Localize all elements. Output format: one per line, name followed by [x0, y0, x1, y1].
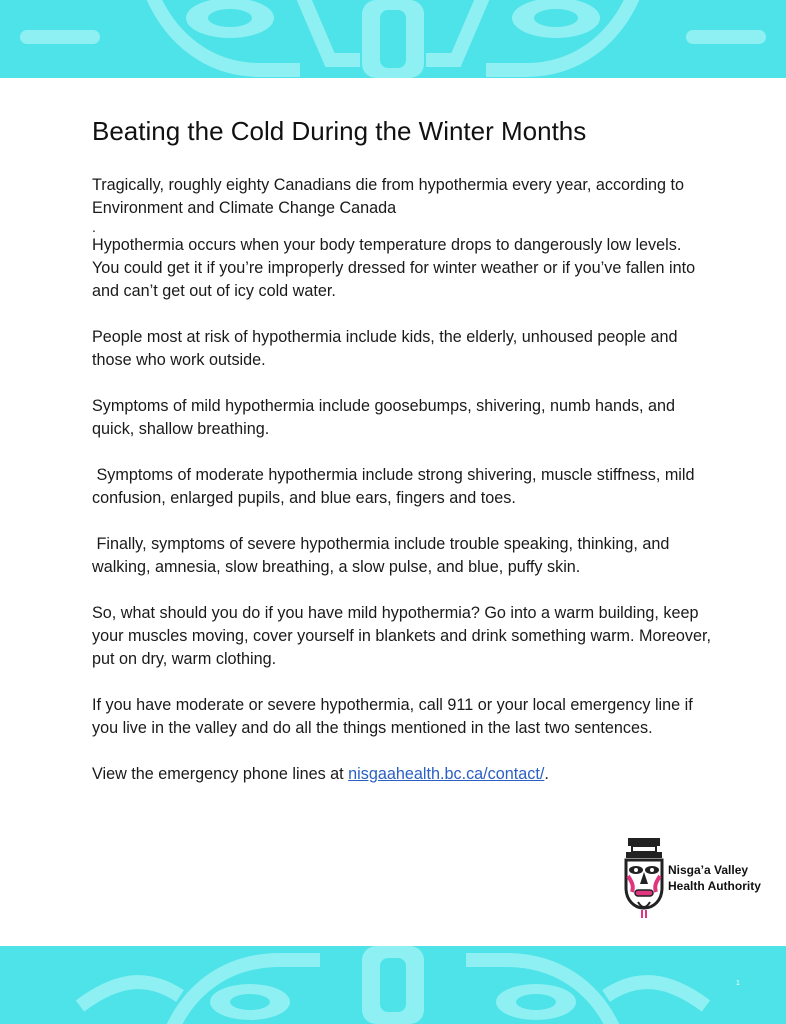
contact-suffix: .: [544, 765, 549, 783]
logo-line-2: Health Authority: [668, 879, 761, 893]
health-authority-logo: [620, 836, 770, 920]
paragraph-contact: [92, 763, 712, 786]
logo-text: [668, 862, 761, 894]
paragraph-severe-treatment: If you have moderate or severe hypothermia, call 911 or your local emergency line if you live in the valley and do all the things mentioned in the last two sentences.: [92, 696, 693, 737]
top-decorative-band: [0, 0, 786, 78]
page-number: 1: [736, 980, 740, 987]
paragraph-mild-treatment: So, what should you do if you have mild hypothermia? Go into a warm building, keep your muscles moving, cover yourself in blankets and drink something warm. Moreover, put on dry, warm clothing.: [92, 604, 711, 668]
formline-pattern-bottom: [0, 946, 786, 1024]
contact-prefix: View the emergency phone lines at: [92, 765, 349, 783]
article: [92, 114, 712, 809]
paragraph-statistic: Tragically, roughly eighty Canadians die from hypothermia every year, according to Environment and Climate Change Canada: [92, 176, 685, 217]
nisgaa-formline-face-icon: [620, 836, 668, 920]
stray-period: .: [92, 219, 96, 235]
paragraph-moderate-symptoms: Symptoms of moderate hypothermia include strong shivering, muscle stiffness, mild confusion, enlarged pupils, and blue ears, fingers and toes.: [92, 466, 699, 507]
page-title: Beating the Cold During the Winter Months: [92, 116, 587, 146]
contact-link[interactable]: nisgaahealth.bc.ca/contact/: [348, 765, 545, 783]
paragraph-definition: Hypothermia occurs when your body temperature drops to dangerously low levels. You could get it if you’re improperly dressed for winter weather or if you’ve fallen into and can’t get out of icy cold water.: [92, 236, 696, 300]
formline-pattern-top: [0, 0, 786, 78]
paragraph-mild-symptoms: Symptoms of mild hypothermia include goosebumps, shivering, numb hands, and quick, shallow breathing.: [92, 397, 676, 438]
bottom-decorative-band: [0, 946, 786, 1024]
paragraph-severe-symptoms: Finally, symptoms of severe hypothermia include trouble speaking, thinking, and walking, amnesia, slow breathing, a slow pulse, and blue, puffy skin.: [92, 535, 674, 576]
paragraph-risk-groups: People most at risk of hypothermia include kids, the elderly, unhoused people and those who work outside.: [92, 328, 678, 369]
logo-line-1: Nisga’a Valley: [668, 863, 749, 877]
